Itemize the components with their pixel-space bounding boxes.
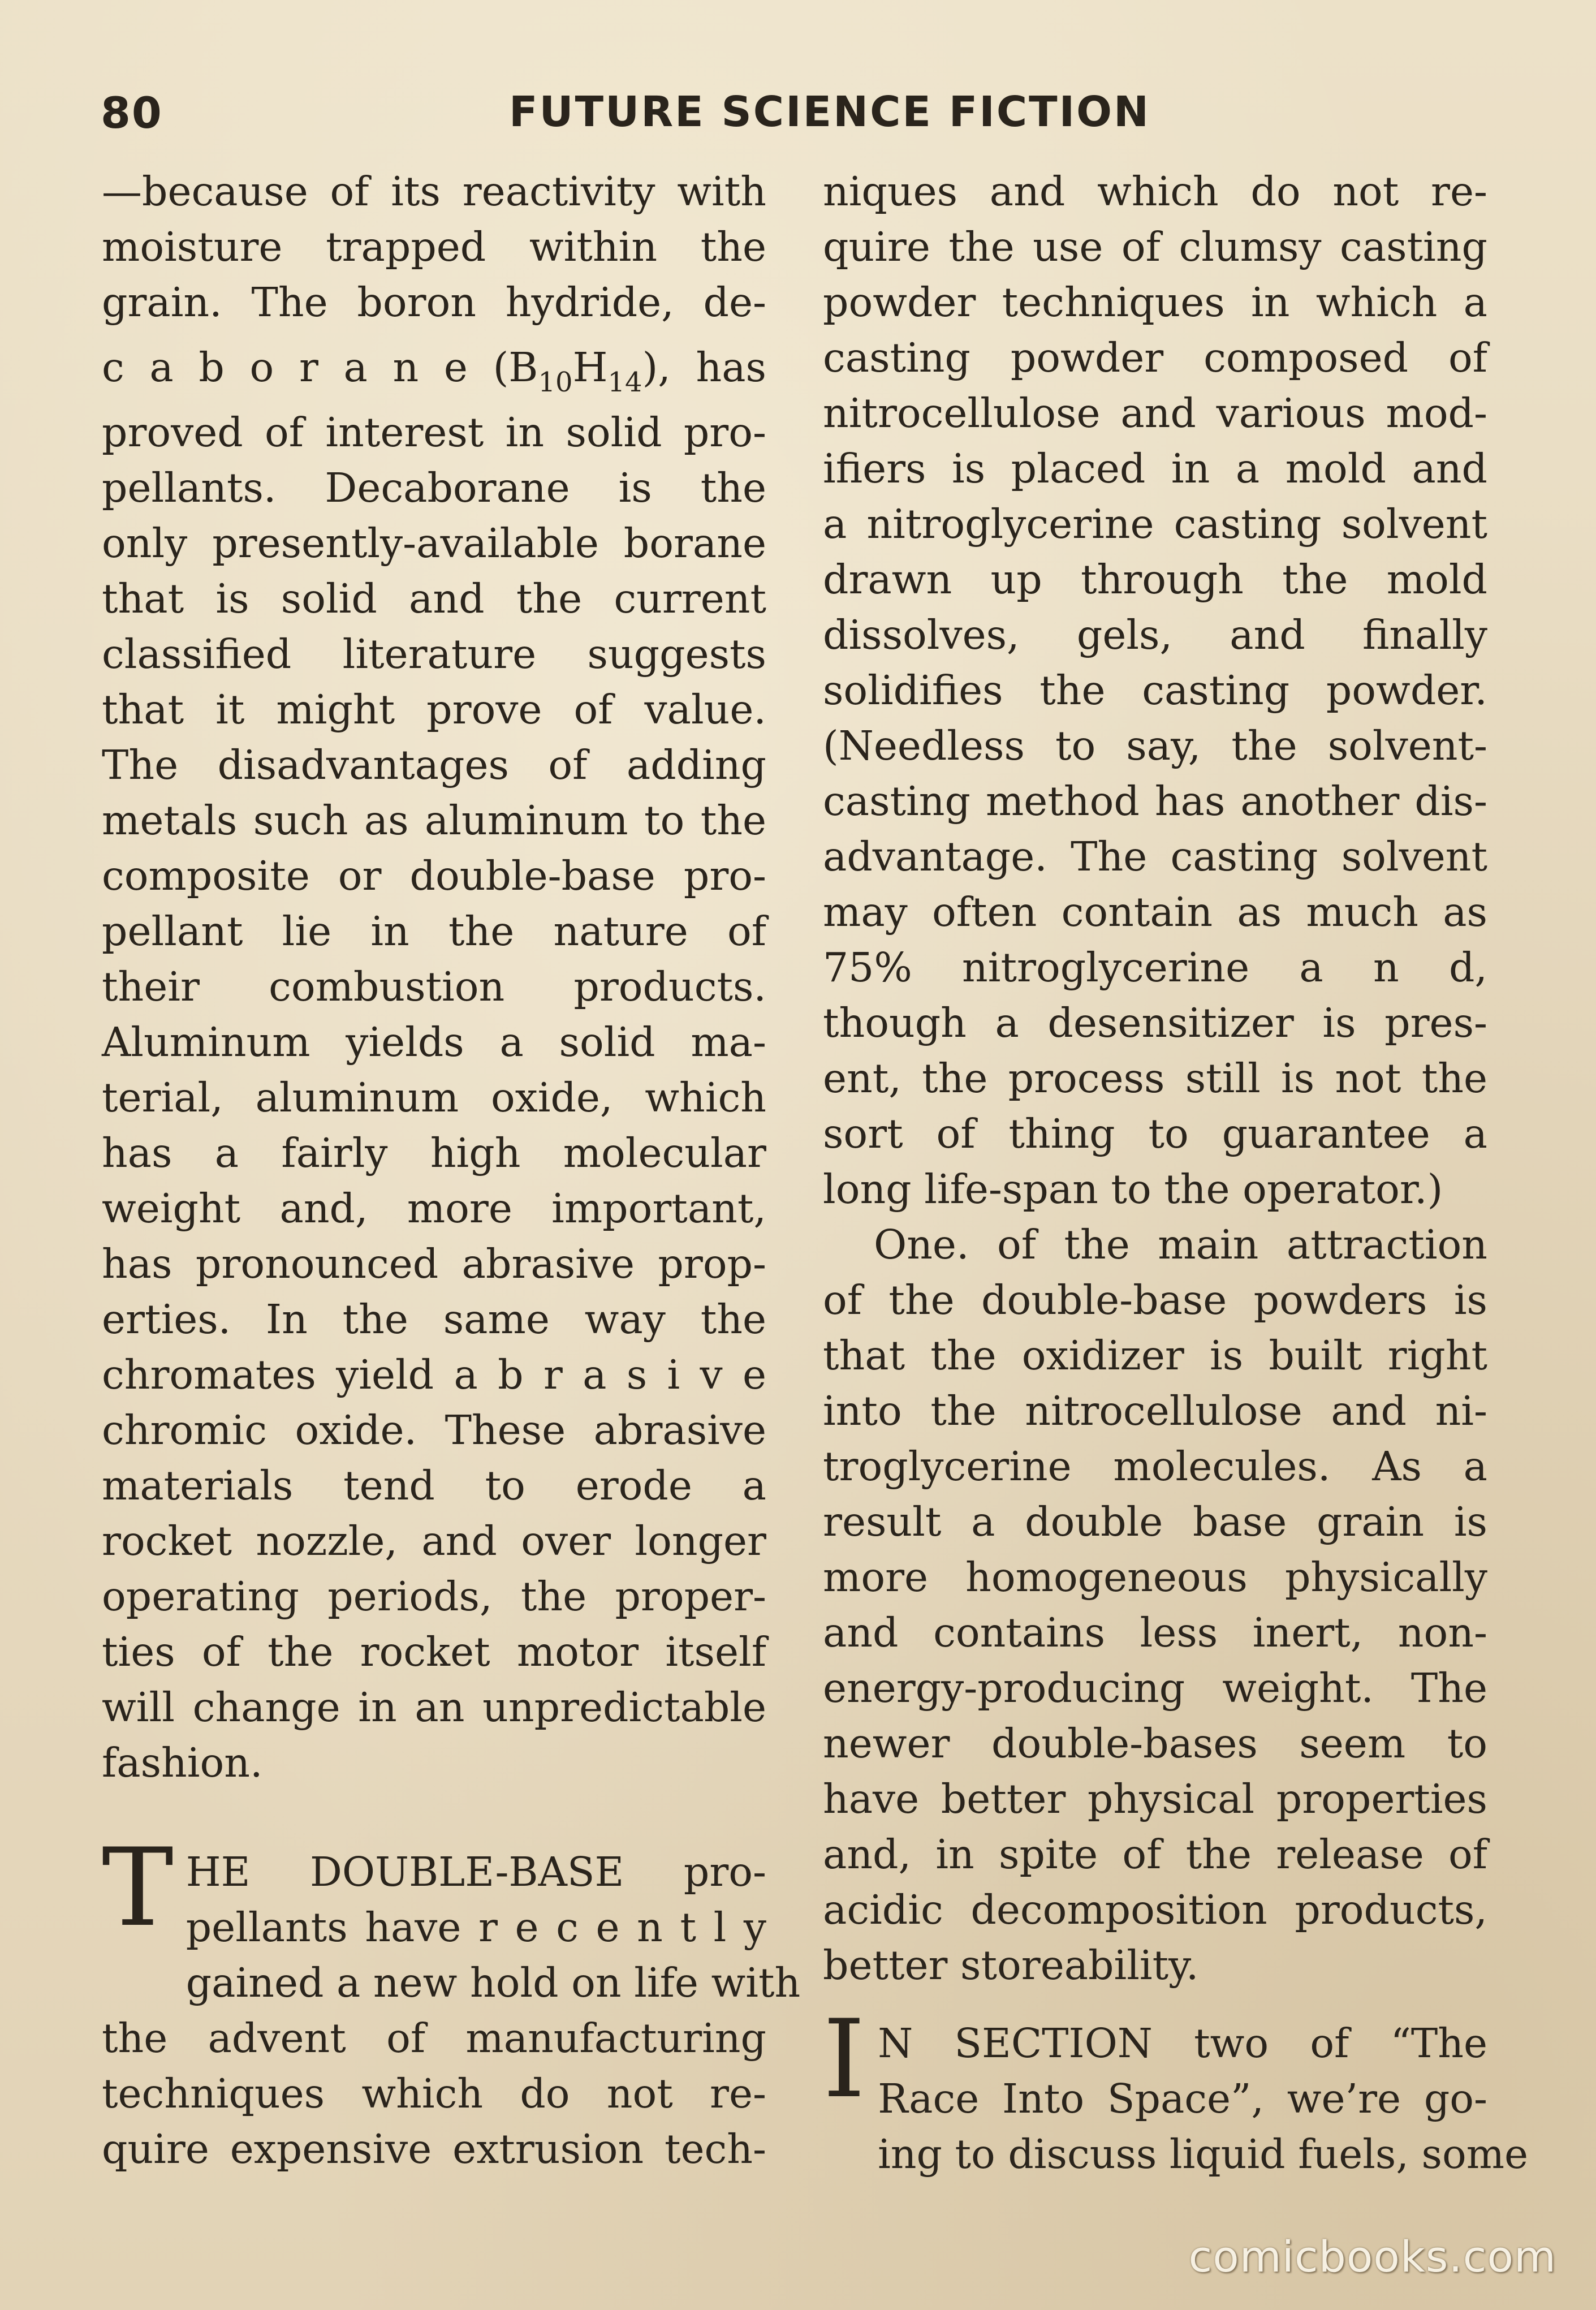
text-line: the advent of manufacturing (102, 2015, 766, 2062)
formula-text: c a b o r a n e (B (102, 344, 538, 391)
text-line: metals such as aluminum to the (102, 797, 766, 844)
text-line: of the double-base powders is (823, 1277, 1487, 1324)
text-line: their combustion products. (102, 963, 766, 1010)
text-line: and, in spite of the release of (823, 1831, 1487, 1878)
text-line: ing to discuss liquid fuels, some (878, 2131, 1529, 2178)
drop-cap: T (102, 1825, 174, 1950)
text-line: ties of the rocket motor itself (102, 1628, 766, 1675)
text-line: troglycerine molecules. As a (823, 1443, 1487, 1490)
text-line: Race Into Space”, we’re go- (878, 2075, 1487, 2122)
text-line: classified literature suggests (102, 631, 766, 678)
site-watermark: comicbooks.com (1188, 2231, 1556, 2282)
text-line: long life-span to the operator.) (823, 1166, 1443, 1213)
text-line: energy-producing weight. The (823, 1665, 1487, 1712)
text-line: may often contain as much as (823, 889, 1487, 936)
formula-line (102, 330, 766, 405)
text-line: ifiers is placed in a mold and (823, 445, 1487, 492)
text-line: ent, the process still is not the (823, 1055, 1487, 1102)
text-line: erties. In the same way the (102, 1296, 766, 1343)
text-line: drawn up through the mold (823, 556, 1487, 603)
right-column (823, 164, 1529, 2182)
text-line: grain. The boron hydride, de- (102, 279, 766, 326)
section-paragraph (102, 1825, 801, 2177)
page-header (0, 88, 1596, 150)
text-line: gained a new hold on life with (186, 1959, 801, 2006)
text-line: rocket nozzle, and over longer (102, 1518, 766, 1565)
text-line: that the oxidizer is built right (823, 1332, 1487, 1379)
text-line: will change in an unpredictable (102, 1684, 766, 1731)
text-line: moisture trapped within the (102, 223, 766, 270)
text-line: newer double-bases seem to (823, 1720, 1487, 1767)
text-line: HE DOUBLE-BASE pro- (186, 1848, 766, 1895)
text-line: pellants have r e c e n t l y (186, 1904, 766, 1951)
text-line: though a desensitizer is pres- (823, 999, 1487, 1046)
text-line: better storeability. (823, 1942, 1199, 1989)
text-line: and contains less inert, non- (823, 1609, 1487, 1656)
text-line: pellant lie in the nature of (102, 908, 766, 955)
text-line: chromic oxide. These abrasive (102, 1407, 766, 1454)
paragraph-gap (823, 1993, 1487, 2016)
text-line: that is solid and the current (102, 575, 766, 622)
text-line: The disadvantages of adding (102, 742, 766, 788)
subscript: 10 (538, 367, 573, 398)
text-line: —because of its reactivity with (102, 168, 766, 215)
text-line: materials tend to erode a (102, 1462, 766, 1509)
text-line: operating periods, the proper- (102, 1573, 766, 1620)
text-line: (Needless to say, the solvent- (823, 722, 1487, 769)
text-line: proved of interest in solid pro- (102, 409, 766, 456)
text-line: weight and, more important, (102, 1185, 766, 1232)
text-line: has pronounced abrasive prop- (102, 1240, 766, 1287)
text-line: fashion. (102, 1739, 263, 1786)
text-line: terial, aluminum oxide, which (102, 1074, 766, 1121)
text-line: pellants. Decaborane is the (102, 464, 766, 511)
text-line: sort of thing to guarantee a (823, 1110, 1487, 1157)
text-line: casting method has another dis- (823, 778, 1487, 825)
text-line: nitrocellulose and various mod- (823, 390, 1487, 437)
text-line: advantage. The casting solvent (823, 833, 1487, 880)
text-line: composite or double-base pro- (102, 852, 766, 899)
text-line: only presently-available borane (102, 520, 766, 567)
text-line: that it might prove of value. (102, 686, 766, 733)
text-line: quire the use of clumsy casting (823, 223, 1487, 270)
formula-text: H (572, 344, 608, 391)
text-line: 75% nitroglycerine a n d, (823, 944, 1487, 991)
text-line: N SECTION two of “The (878, 2020, 1487, 2067)
formula-text: ), has (642, 344, 766, 391)
drop-cap: I (823, 1997, 866, 2122)
text-line: Aluminum yields a solid ma- (102, 1019, 766, 1066)
text-line: quire expensive extrusion tech- (102, 2126, 766, 2173)
text-line: chromates yield a b r a s i v e (102, 1351, 766, 1398)
text-line: has a fairly high molecular (102, 1130, 766, 1176)
text-line: acidic decomposition products, (823, 1886, 1487, 1933)
text-line: casting powder composed of (823, 334, 1487, 381)
text-line: niques and which do not re- (823, 168, 1487, 215)
text-line: solidifies the casting powder. (823, 667, 1487, 714)
text-line: result a double base grain is (823, 1498, 1487, 1545)
subscript: 14 (607, 367, 642, 398)
section-paragraph (823, 1997, 1529, 2182)
text-line: more homogeneous physically (823, 1554, 1487, 1601)
text-line: techniques which do not re- (102, 2070, 766, 2117)
page-number: 80 (101, 88, 163, 138)
text-line: have better physical properties (823, 1775, 1487, 1822)
text-line: a nitroglycerine casting solvent (823, 501, 1487, 548)
text-line: One. of the main attraction (874, 1221, 1487, 1268)
text-line: powder techniques in which a (823, 279, 1487, 326)
text-line: dissolves, gels, and finally (823, 611, 1487, 658)
paragraph-gap (102, 1791, 766, 1844)
text-line: into the nitrocellulose and ni- (823, 1387, 1487, 1434)
running-title: FUTURE SCIENCE FICTION (509, 88, 1150, 136)
left-column (102, 164, 801, 2177)
